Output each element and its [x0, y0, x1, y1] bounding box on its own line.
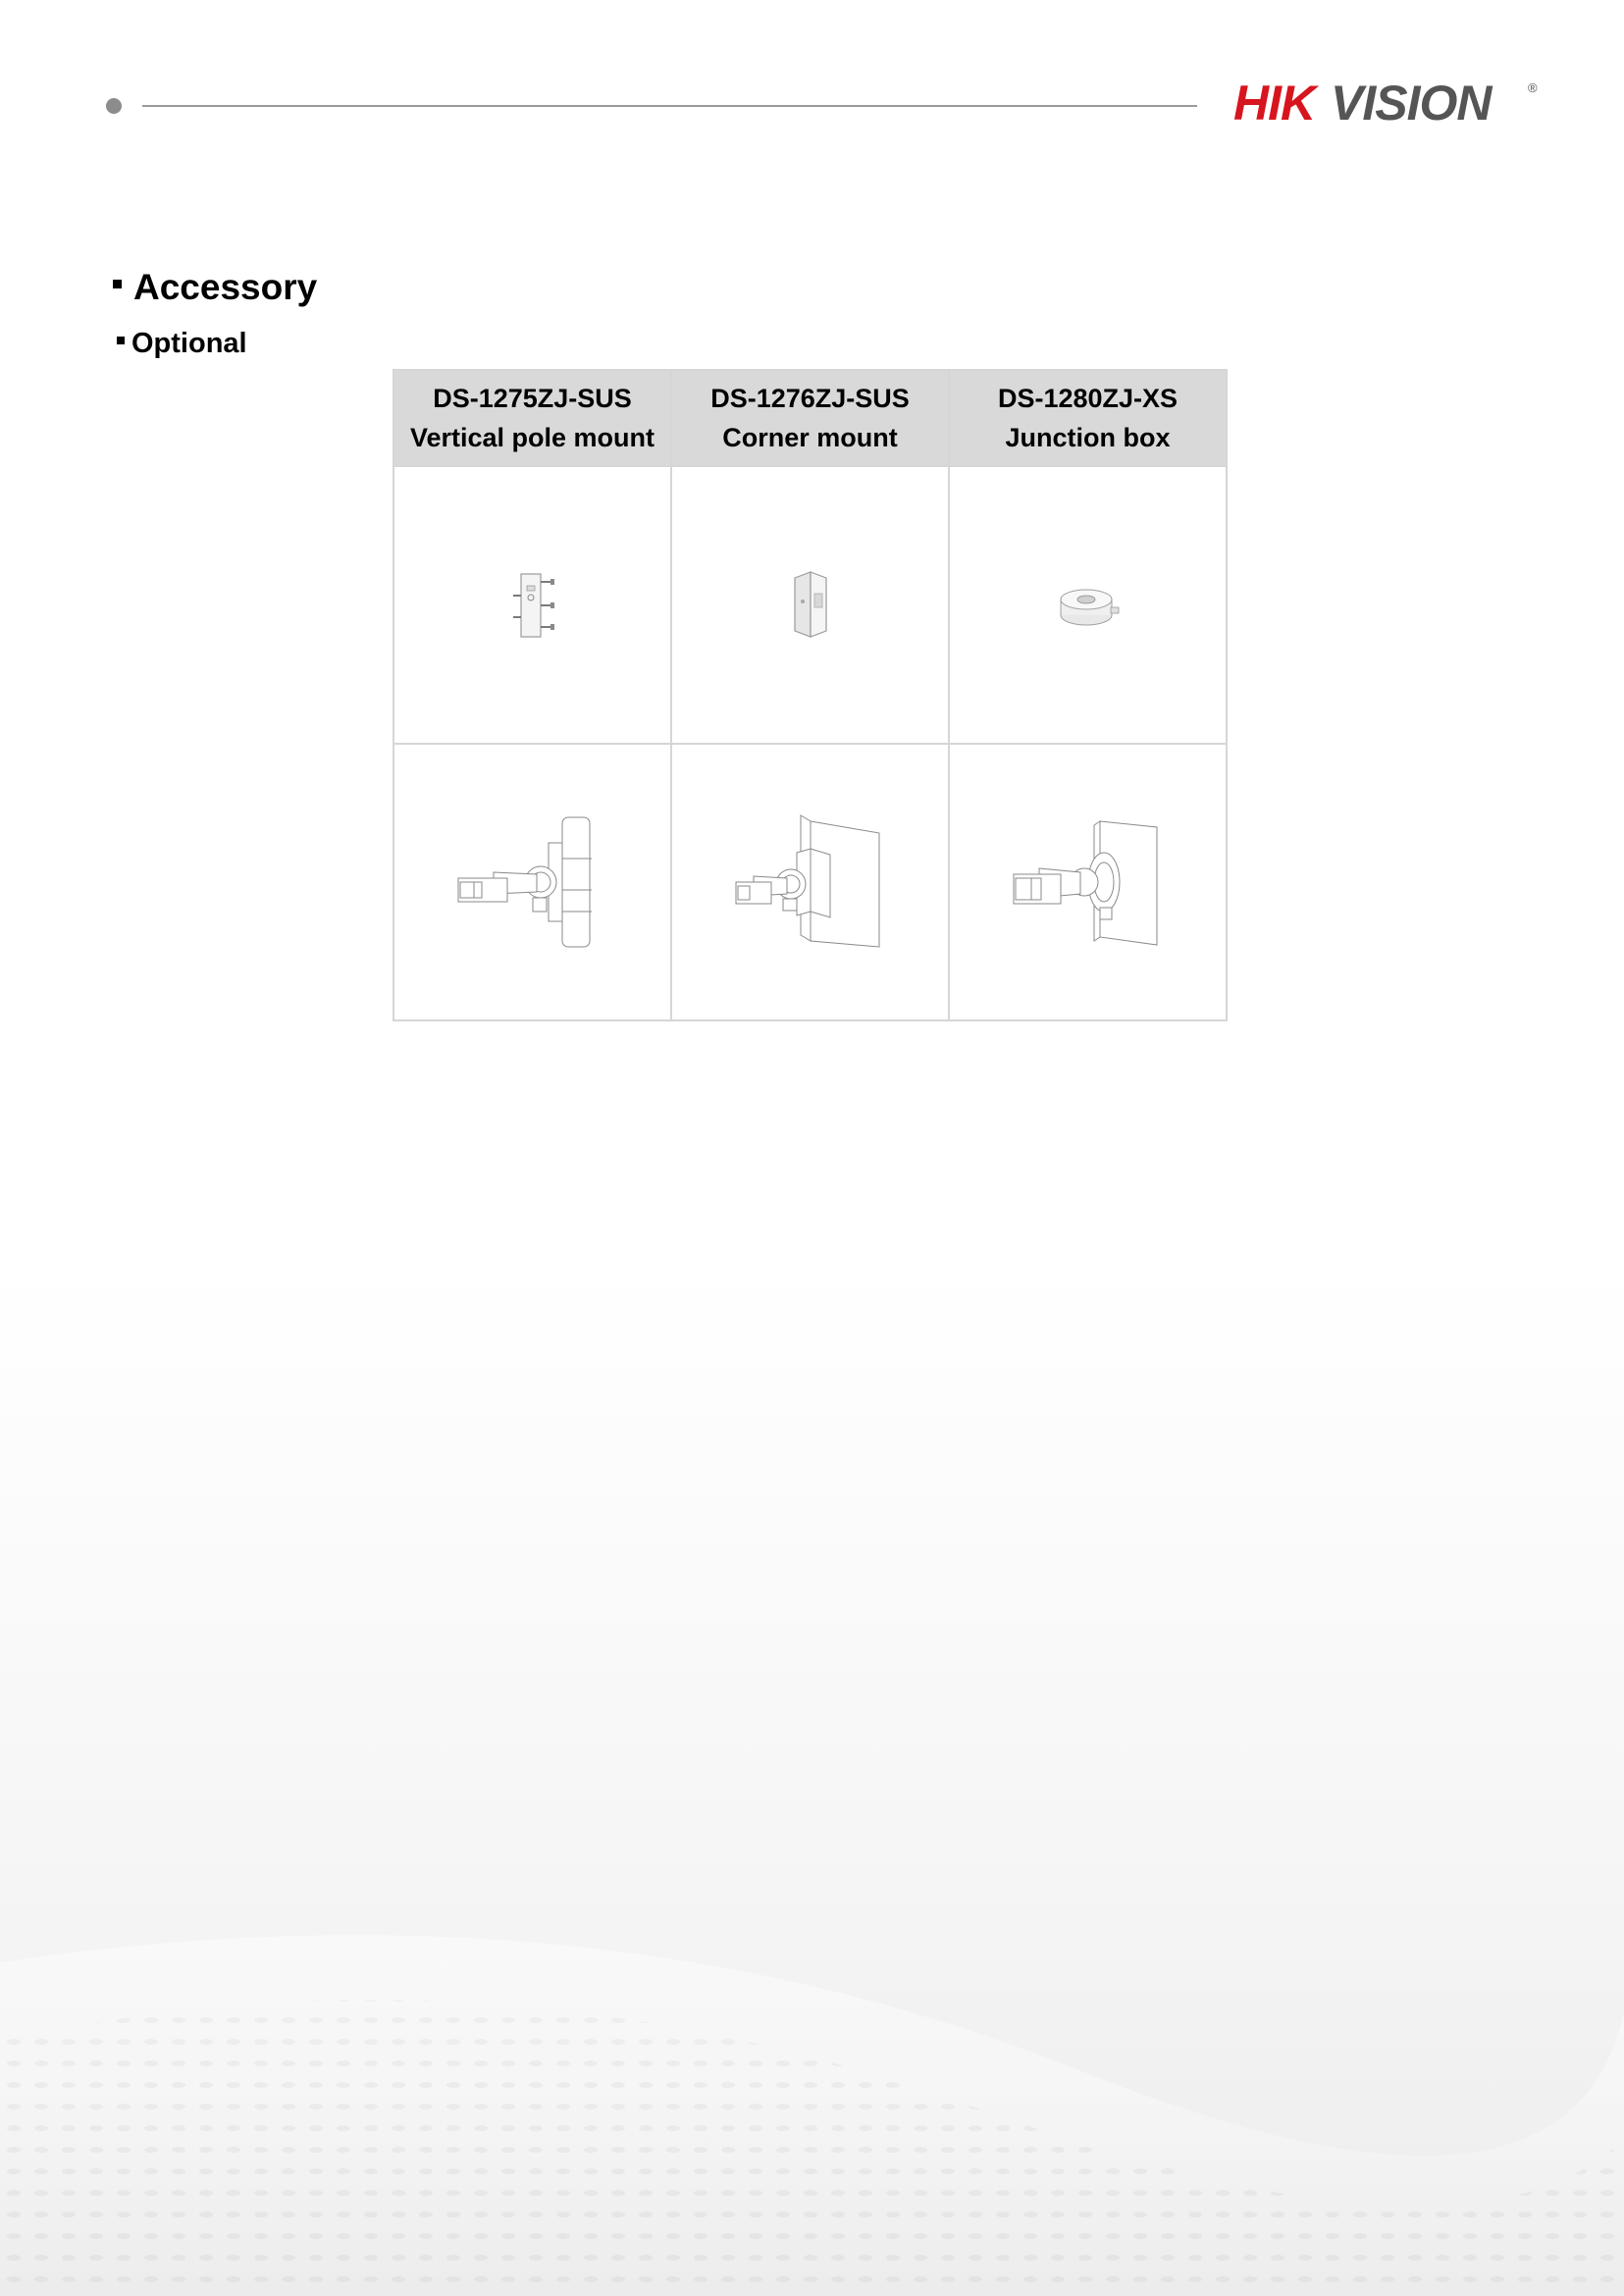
- background-dot-pattern: [0, 1815, 1624, 2296]
- bullet-icon: [117, 337, 125, 344]
- model-description: Vertical pole mount: [409, 423, 655, 452]
- table-header-cell: [393, 370, 671, 466]
- bullet-icon: [113, 280, 122, 288]
- table-header-cell: [671, 370, 949, 466]
- model-number: DS-1280ZJ-XS: [997, 384, 1179, 413]
- table-header-row: [393, 370, 1227, 466]
- svg-text:®: ®: [1528, 80, 1538, 95]
- hikvision-logo: [1231, 73, 1545, 131]
- model-description: Junction box: [1005, 423, 1171, 452]
- junction-box-installation-icon: [1010, 813, 1167, 951]
- corner-mount-installation-icon: [732, 813, 889, 951]
- vertical-pole-mount-icon: [503, 566, 562, 645]
- model-number: DS-1275ZJ-SUS: [433, 384, 632, 413]
- table-cell: [671, 744, 949, 1020]
- subsection-title: Optional: [131, 328, 247, 359]
- section-title: Accessory: [133, 267, 318, 307]
- model-number: DS-1276ZJ-SUS: [710, 384, 910, 413]
- table-row-product-images: [393, 466, 1227, 744]
- table-cell: [949, 744, 1227, 1020]
- table-header-cell: [949, 370, 1227, 466]
- subsection-heading: [117, 326, 247, 361]
- section-heading: [113, 265, 317, 310]
- corner-mount-icon: [781, 566, 840, 645]
- svg-text:HIK: HIK: [1233, 76, 1316, 130]
- table-row-installation-images: [393, 744, 1227, 1020]
- model-description: Corner mount: [722, 423, 898, 452]
- junction-box-icon: [1054, 576, 1123, 635]
- table-cell: [949, 466, 1227, 744]
- table-cell: [393, 744, 671, 1020]
- accessory-table: [393, 369, 1228, 1021]
- header-dot: [106, 98, 122, 114]
- header-divider: [142, 105, 1197, 107]
- svg-text:VISION: VISION: [1331, 76, 1492, 130]
- table-cell: [671, 466, 949, 744]
- table-cell: [393, 466, 671, 744]
- pole-mount-installation-icon: [454, 813, 611, 951]
